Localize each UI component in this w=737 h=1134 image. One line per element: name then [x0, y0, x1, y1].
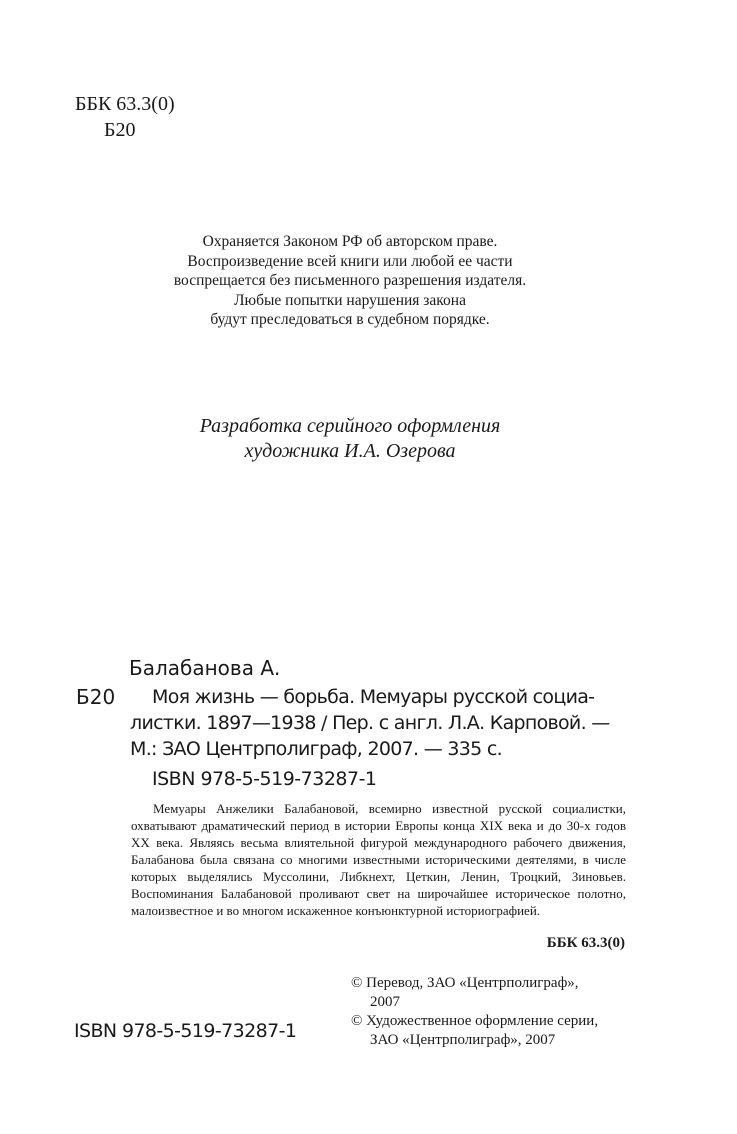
- copyright-law-notice: [120, 232, 580, 330]
- catalog-index: Б20: [76, 685, 116, 709]
- series-design-copyright-holder: ЗАО «Центрполиграф», 2007: [370, 1032, 556, 1048]
- catalog-title-line: Моя жизнь — борьба. Мемуары русской социа-: [152, 686, 595, 708]
- bbk-classification-code: ББК 63.3(0): [75, 93, 175, 115]
- notice-line: Любые попытки нарушения закона: [234, 291, 466, 309]
- notice-line: будут преследоваться в судебном порядке.: [210, 311, 490, 328]
- series-design-credit: [120, 414, 580, 464]
- translation-copyright: © Перевод, ЗАО «Центрполиграф»,: [351, 975, 579, 991]
- catalog-publisher-line: М.: ЗАО Центрполиграф, 2007. — 335 с.: [130, 738, 502, 760]
- isbn-bottom: ISBN 978-5-519-73287-1: [74, 1020, 297, 1042]
- notice-line: воспрещается без письменного разрешения издателя.: [173, 272, 527, 289]
- copyright-statements: [351, 974, 598, 1050]
- author-index-code: Б20: [104, 119, 136, 141]
- credit-line: Разработка серийного оформления: [199, 415, 501, 437]
- bbk-classification-bottom: ББК 63.3(0): [546, 935, 625, 951]
- series-design-copyright: © Художественное оформление серии,: [351, 1013, 599, 1029]
- book-annotation: Мемуары Анжелики Балабановой, всемирно известной русской социалистки, охватывают драматический период в истории Европы конца XIX века и до 30-х годов XX века. Являясь весьма влиятельной фигурой международного рабочего движения, Балабанова была связана со многими известными историческими деятелями, в числе которых выделялись Муссолини, Либкнехт, Цеткин, Ленин, Троцкий, Зиновьев. Воспоминания Балабановой проливают свет на широчайшее историческое полотно, малоизвестное и во многом искаженное конъюнктурной историографией.: [131, 801, 626, 918]
- notice-line: Воспроизведение всей книги или любой ее части: [187, 252, 513, 270]
- catalog-isbn: ISBN 978-5-519-73287-1: [152, 768, 377, 790]
- credit-line: художника И.А. Озерова: [244, 440, 456, 462]
- notice-line: Охраняется Законом РФ об авторском праве.: [202, 233, 498, 250]
- catalog-description: [130, 684, 610, 762]
- catalog-title-line: листки. 1897—1938 / Пер. с англ. Л.А. Карповой. —: [130, 712, 610, 734]
- catalog-author: Балабанова А.: [129, 656, 281, 680]
- translation-copyright-year: 2007: [370, 994, 400, 1010]
